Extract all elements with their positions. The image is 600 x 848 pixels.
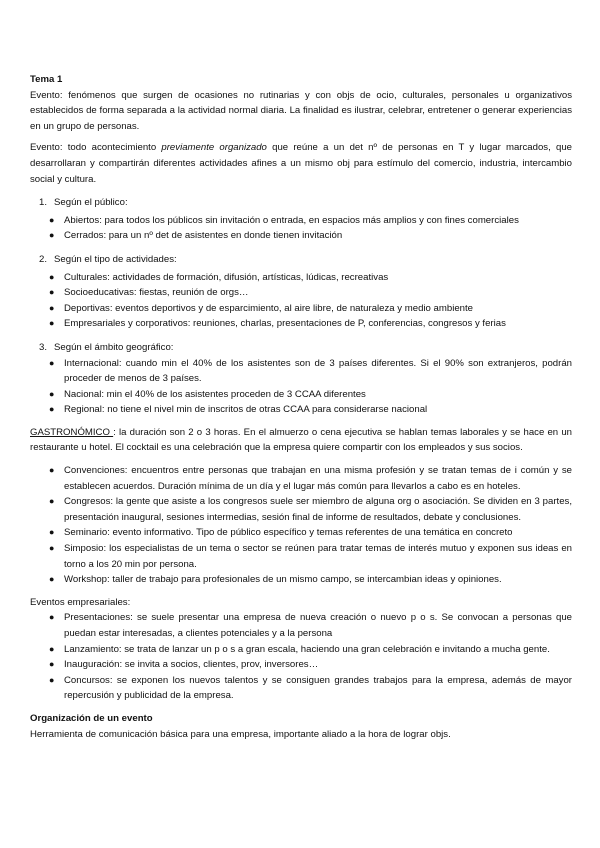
list-item: ● Presentaciones: se suele presentar una empresa de nueva creación o nuevo p o s. Se convocan a personas que puedan estar interesadas, a clientes potenciales y a la persona	[49, 612, 572, 639]
bullet-icon: ●	[49, 543, 55, 554]
bullet-icon: ●	[49, 214, 55, 225]
list-empresariales	[30, 610, 572, 704]
list-item: ● Nacional: min el 40% de los asistentes proceden de 3 CCAA diferentes	[30, 387, 572, 403]
list-item: ● Socioeducativas: fiestas, reunión de orgs…	[30, 285, 572, 301]
emphasis-text: previamente organizado	[161, 142, 267, 154]
list-tipos-eventos	[30, 463, 572, 588]
list-item: ● Empresariales y corporativos: reuniones, charlas, presentaciones de P, conferencias, congresos y ferias	[30, 316, 572, 332]
gastronomico-label: GASTRONÓMICO	[30, 426, 114, 438]
section-heading-geografico: 3. Según el ámbito geográfico:	[39, 341, 174, 353]
list-item: ● Regional: no tiene el nivel min de inscritos de otras CCAA para considerarse nacional	[30, 402, 572, 418]
doc-title: Tema 1	[30, 74, 63, 85]
organizacion-text: Herramienta de comunicación básica para una empresa, importante aliado a la hora de lograr objs.	[30, 728, 451, 740]
list-item: ● Lanzamiento: se trata de lanzar un p o s a gran escala, haciendo una gran celebración e invitando a mucha gente.	[30, 642, 572, 658]
bullet-icon: ●	[49, 230, 55, 241]
list-item: ● Internacional: cuando min el 40% de los asistentes son de 3 países diferentes. Si el 90% son extranjeros, podrán proceder de menos de 3 países.	[49, 357, 572, 385]
list-publico	[30, 213, 572, 244]
bullet-icon: ●	[49, 574, 55, 585]
bullet-icon: ●	[49, 404, 55, 415]
list-geografico	[30, 356, 572, 418]
list-item: ● Workshop: taller de trabajo para profesionales de un mismo campo, se intercambian ideas y opiniones.	[30, 572, 572, 588]
bullet-icon: ●	[49, 527, 55, 538]
bullet-icon: ●	[49, 388, 55, 399]
list-item: ● Congresos: la gente que asiste a los congresos suele ser miembro de alguna org o asociación. Se dividen en 3 partes, presentación inaugural, sesiones intermedias, sesión final de informe de resultados, debate y conclusiones.	[49, 496, 572, 523]
bullet-icon: ●	[49, 643, 55, 654]
gastronomico-paragraph: GASTRONÓMICO : la duración son 2 o 3 horas. En el almuerzo o cena ejecutiva se hablan temas laborales y se hace en un restaurante u hotel. El cocktail es una celebración que la empresa quiere compartir con los empleados y sus socios.	[30, 426, 572, 454]
bullet-icon: ●	[49, 674, 55, 685]
section-heading-actividades: 2. Según el tipo de actividades:	[39, 253, 177, 265]
section-heading-publico: 1. Según el público:	[39, 197, 128, 209]
list-item: ● Seminario: evento informativo. Tipo de público específico y temas referentes de una temática en concreto	[30, 525, 572, 541]
list-item: ● Concursos: se exponen los nuevos talentos y se consiguen grandes trabajos para la empresa, además de mayor repercusión y publicidad de la empresa.	[49, 674, 572, 702]
list-item: ● Simposio: los especialistas de un tema o sector se reúnen para tratar temas de interés mutuo y exponen sus ideas en torno a los 20 min por persona.	[49, 543, 572, 570]
list-actividades	[30, 270, 572, 332]
document-page	[30, 72, 572, 742]
evento-definition-2: Evento: todo acontecimiento previamente organizado que reúne a un det nº de personas en T y lugar marcados, que desarrollaran y compartirán diferentes actividades afines a un mismo obj para estímulo del comercio, industria, intercambio social y cultura.	[30, 142, 572, 185]
bullet-icon: ●	[49, 287, 55, 298]
empresariales-heading: Eventos empresariales:	[30, 596, 131, 608]
list-item: ● Culturales: actividades de formación, difusión, artísticas, lúdicas, recreativas	[30, 270, 572, 286]
list-item: ● Inauguración: se invita a socios, clientes, prov, inversores…	[30, 657, 572, 673]
list-item: ● Abiertos: para todos los públicos sin invitación o entrada, en espacios más amplios y con fines comerciales	[30, 213, 572, 229]
list-item: ● Convenciones: encuentros entre personas que trabajan en una misma profesión y se tratan temas de i común y se establecen acuerdos. Duración mínima de un día y el lugar más común para llevarlos a cabo es en hoteles.	[49, 465, 572, 492]
bullet-icon: ●	[49, 302, 55, 313]
evento-definition-1: Evento: fenómenos que surgen de ocasiones no rutinarias y con objs de ocio, culturales, personales u organizativos establecidos de forma separada a la actividad normal diaria. La finalidad es ilustrar, celebrar, entretener o generar experiencias en un grupo de personas.	[30, 89, 572, 132]
bullet-icon: ●	[49, 465, 55, 476]
organizacion-heading: Organización de un evento	[30, 712, 153, 724]
bullet-icon: ●	[49, 271, 55, 282]
bullet-icon: ●	[49, 659, 55, 670]
bullet-icon: ●	[49, 318, 55, 329]
list-item: ● Cerrados: para un nº det de asistentes en donde tienen invitación	[30, 228, 572, 244]
list-item: ● Deportivas: eventos deportivos y de esparcimiento, al aire libre, de naturaleza y medio ambiente	[30, 301, 572, 317]
bullet-icon: ●	[49, 496, 55, 507]
bullet-icon: ●	[49, 357, 55, 368]
bullet-icon: ●	[49, 612, 55, 623]
